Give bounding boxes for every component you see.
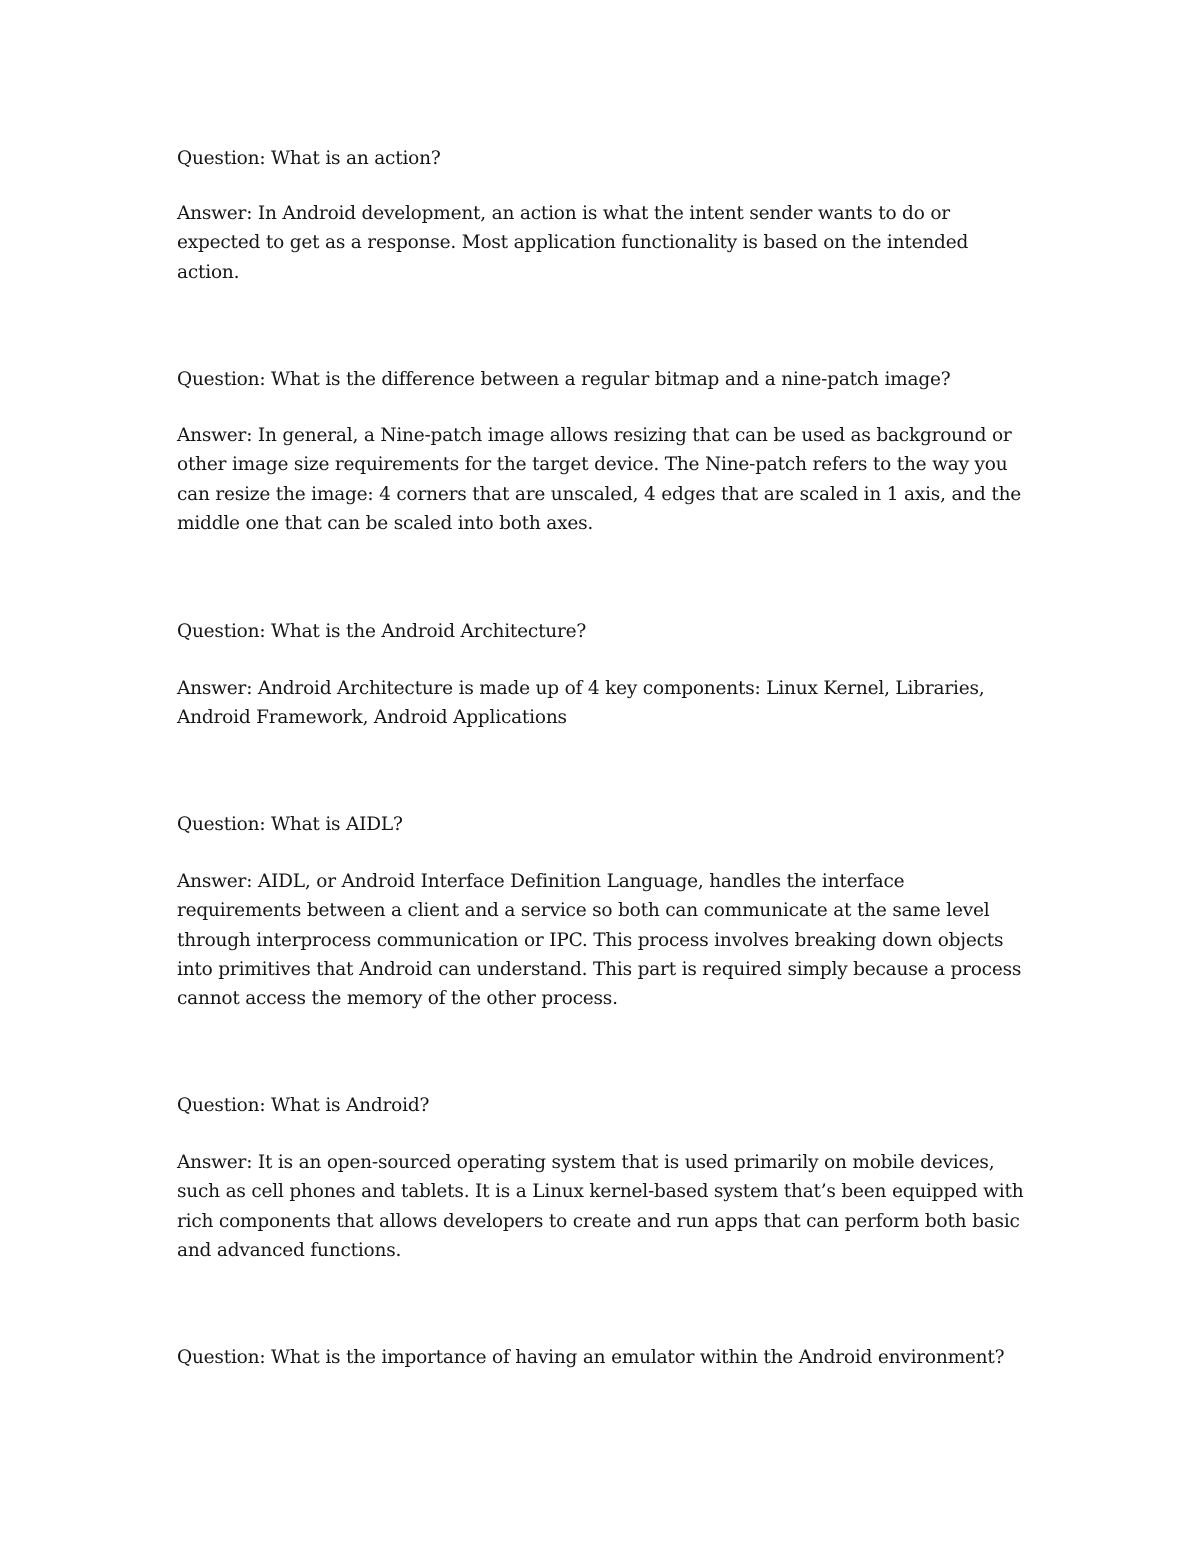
question-1: Question: What is an action?: [177, 148, 441, 169]
question-4: Question: What is AIDL?: [177, 814, 403, 835]
answer-3: Answer: Android Architecture is made up of 4 key components: Linux Kernel, Libraries, Android Framework, Android Applications: [177, 678, 985, 729]
answer-1: Answer: In Android development, an action is what the intent sender wants to do or expected to get as a response. Most application functionality is based on the intended action.: [177, 203, 969, 283]
question-3: Question: What is the Android Architecture?: [177, 621, 587, 642]
answer-4: Answer: AIDL, or Android Interface Definition Language, handles the interface requirements between a client and a service so both can communicate at the same level through interprocess communication or IPC. This process involves breaking down objects into primitives that Android can understand. This part is required simply because a process cannot access the memory of the other process.: [177, 871, 1022, 1010]
question-6: Question: What is the importance of having an emulator within the Android environment?: [177, 1347, 1005, 1368]
answer-5: Answer: It is an open-sourced operating system that is used primarily on mobile devices, such as cell phones and tablets. It is a Linux kernel-based system that’s been equipped with rich components that allows developers to create and run apps that can perform both basic and advanced functions.: [177, 1152, 1024, 1261]
question-2: Question: What is the difference between a regular bitmap and a nine-patch image?: [177, 369, 951, 390]
answer-2: Answer: In general, a Nine-patch image allows resizing that can be used as background or other image size requirements for the target device. The Nine-patch refers to the way you can resize the image: 4 corners that are unscaled, 4 edges that are scaled in 1 axis, and the middle one that can be scaled into both axes.: [177, 425, 1022, 534]
question-5: Question: What is Android?: [177, 1095, 430, 1116]
